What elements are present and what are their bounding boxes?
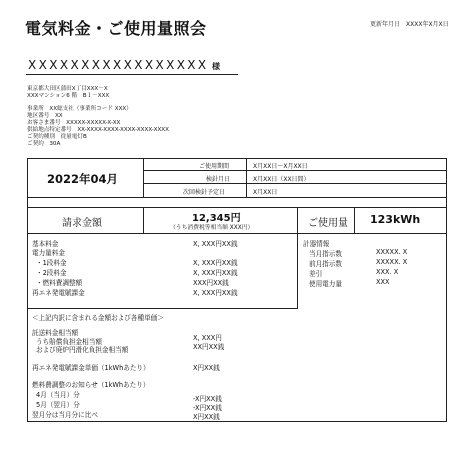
period-value-next: X月XX日 — [253, 189, 278, 196]
contract-capacity: ご契約 30A — [27, 141, 61, 147]
contract-plan: ご契約種別 従量電灯B — [27, 134, 87, 140]
office-info: 事業所 XX総支社（事業所コード XXX） — [27, 106, 132, 112]
customer-name: XXXXXXXXXXXXXXXXX — [28, 58, 209, 72]
period-value-reading: X月XX日（XX日間） — [253, 176, 310, 183]
update-date: 更新年月日 XXXX年X月X日 — [370, 21, 449, 28]
usage-value: 123kWh — [370, 213, 421, 226]
name-underline — [26, 74, 238, 75]
breakdown-label: 再エネ発電賦課金単価（1kWhあたり） — [32, 364, 150, 372]
meter-value: XXXXX. X — [376, 258, 408, 266]
breakdown-label: うち賠償負担金相当額 — [36, 338, 102, 346]
charge-label: ・2段料金 — [36, 269, 67, 277]
billing-month: 2022年04月 — [47, 172, 119, 186]
meter-label: 差引 — [309, 270, 323, 278]
breakdown-value: X, XXX円 — [193, 334, 222, 342]
address-line-1: 東京都大田区蒲田X丁目XXX－X — [27, 86, 108, 92]
breakdown-value: X円XX銭 — [193, 364, 220, 372]
charge-value: X, XXX円XX銭 — [193, 259, 238, 267]
charge-label: 電力量料金 — [32, 249, 65, 257]
breakdown-value: X円XX銭 — [193, 413, 220, 421]
breakdown-value: XX円XX銭 — [193, 343, 225, 351]
charge-value: X, XXX円XX銭 — [193, 289, 238, 297]
meter-label: 前月指示数 — [309, 260, 342, 268]
breakdown-value: -X円XX銭 — [193, 404, 222, 412]
billing-label: 請求金額 — [62, 218, 102, 229]
breakdown-title: ＜上記内訳に含まれる金額および各種単価＞ — [32, 314, 164, 322]
breakdown-label: 5月（翌月）分 — [36, 401, 80, 409]
charge-value: X, XXX円XX銭 — [193, 240, 238, 248]
charge-value: X, XXX円XX銭 — [193, 269, 238, 277]
period-label-reading: 検針月日 — [206, 176, 231, 183]
breakdown-label: 翌月分は当月分に比べ — [32, 411, 98, 419]
period-label-next: 次回検針予定日 — [183, 189, 226, 196]
meter-label: 使用電力量 — [309, 280, 342, 288]
meter-value: XXX — [376, 278, 390, 286]
charge-label: 基本料金 — [32, 240, 59, 248]
charge-label: ・1段料金 — [36, 259, 67, 267]
address-line-2: XXXマンション6 階 B１－XXX — [27, 93, 110, 99]
tax-note: （うち消費税等相当額 XXX円） — [170, 225, 254, 231]
page-title: 電気料金・ご使用量照会 — [25, 19, 207, 38]
period-value-usage: X月XX日～X月XX日 — [253, 163, 308, 170]
breakdown-label: 燃料費調整のお知らせ（1kWhあたり） — [32, 381, 150, 389]
supply-point-number: 供給地点特定番号 XX-XXXX-XXXX-XXXX-XXXX-XXXX — [27, 127, 169, 133]
breakdown-label: および廃炉円滑化負担金相当額 — [36, 346, 129, 354]
breakdown-label: 託送料金相当額 — [32, 329, 79, 337]
charge-label: ・燃料費調整額 — [36, 279, 83, 287]
meter-value: XXXXX. X — [376, 248, 408, 256]
period-label-usage: ご使用期間 — [199, 163, 230, 170]
usage-label: ご使用量 — [308, 218, 348, 229]
meter-label: 当月指示数 — [309, 250, 342, 258]
meter-value: XXX. X — [376, 268, 399, 276]
district-number: 地区番号 XX — [27, 113, 63, 119]
customer-number: お客さま番号 XXXXX-XXXXX-X-XX — [27, 120, 121, 126]
meter-title: 計器情報 — [303, 240, 330, 248]
charge-value: XXX円XX銭 — [193, 279, 229, 287]
charge-label: 再エネ発電賦課金 — [32, 289, 85, 297]
breakdown-value: -X円XX銭 — [193, 395, 222, 403]
billing-amount: 12,345円 — [192, 213, 241, 224]
breakdown-label: 4月（当月）分 — [36, 391, 80, 399]
honorific: 様 — [212, 62, 220, 71]
